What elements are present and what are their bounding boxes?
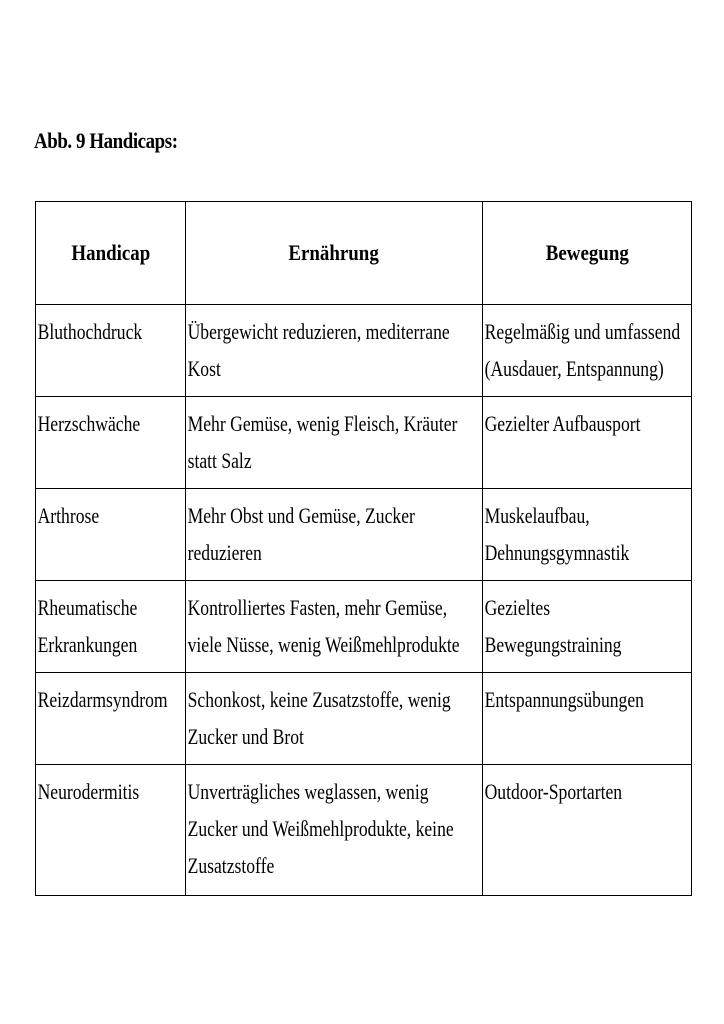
cell-bewegung: Gezielter Aufbausport — [483, 397, 692, 489]
cell-ernaehrung: Mehr Obst und Gemüse, Zucker reduzieren — [186, 489, 483, 581]
table-row — [36, 765, 692, 896]
cell-bewegung: Gezieltes Bewegungstraining — [483, 581, 692, 673]
cell-ernaehrung: Kontrolliertes Fasten, mehr Gemüse, viele Nüsse, wenig Weißmehlprodukte — [186, 581, 483, 673]
cell-handicap: Neurodermitis — [36, 765, 186, 896]
handicaps-table — [35, 201, 692, 896]
cell-ernaehrung: Übergewicht reduzieren, mediterrane Kost — [186, 305, 483, 397]
cell-ernaehrung: Schonkost, keine Zusatzstoffe, wenig Zucker und Brot — [186, 673, 483, 765]
cell-handicap: Herzschwäche — [36, 397, 186, 489]
cell-bewegung: Regelmäßig und umfassend (Ausdauer, Entspannung) — [483, 305, 692, 397]
cell-ernaehrung: Unverträgliches weglassen, wenig Zucker und Weißmehlprodukte, keine Zusatzstoffe — [186, 765, 483, 896]
cell-ernaehrung: Mehr Gemüse, wenig Fleisch, Kräuter statt Salz — [186, 397, 483, 489]
table-row — [36, 305, 692, 397]
cell-handicap: Rheumatische Erkrankungen — [36, 581, 186, 673]
table-row — [36, 397, 692, 489]
cell-bewegung: Entspannungsübungen — [483, 673, 692, 765]
cell-bewegung: Outdoor-Sportarten — [483, 765, 692, 896]
header-ernaehrung: Ernährung — [186, 202, 483, 305]
header-handicap: Handicap — [36, 202, 186, 305]
figure-caption: Abb. 9 Handicaps: — [34, 128, 178, 153]
table-header-row — [36, 202, 692, 305]
cell-handicap: Reizdarmsyndrom — [36, 673, 186, 765]
header-bewegung: Bewegung — [483, 202, 692, 305]
table-row — [36, 581, 692, 673]
cell-handicap: Bluthochdruck — [36, 305, 186, 397]
table-row — [36, 673, 692, 765]
cell-handicap: Arthrose — [36, 489, 186, 581]
cell-bewegung: Muskelaufbau, Dehnungsgymnastik — [483, 489, 692, 581]
table-row — [36, 489, 692, 581]
